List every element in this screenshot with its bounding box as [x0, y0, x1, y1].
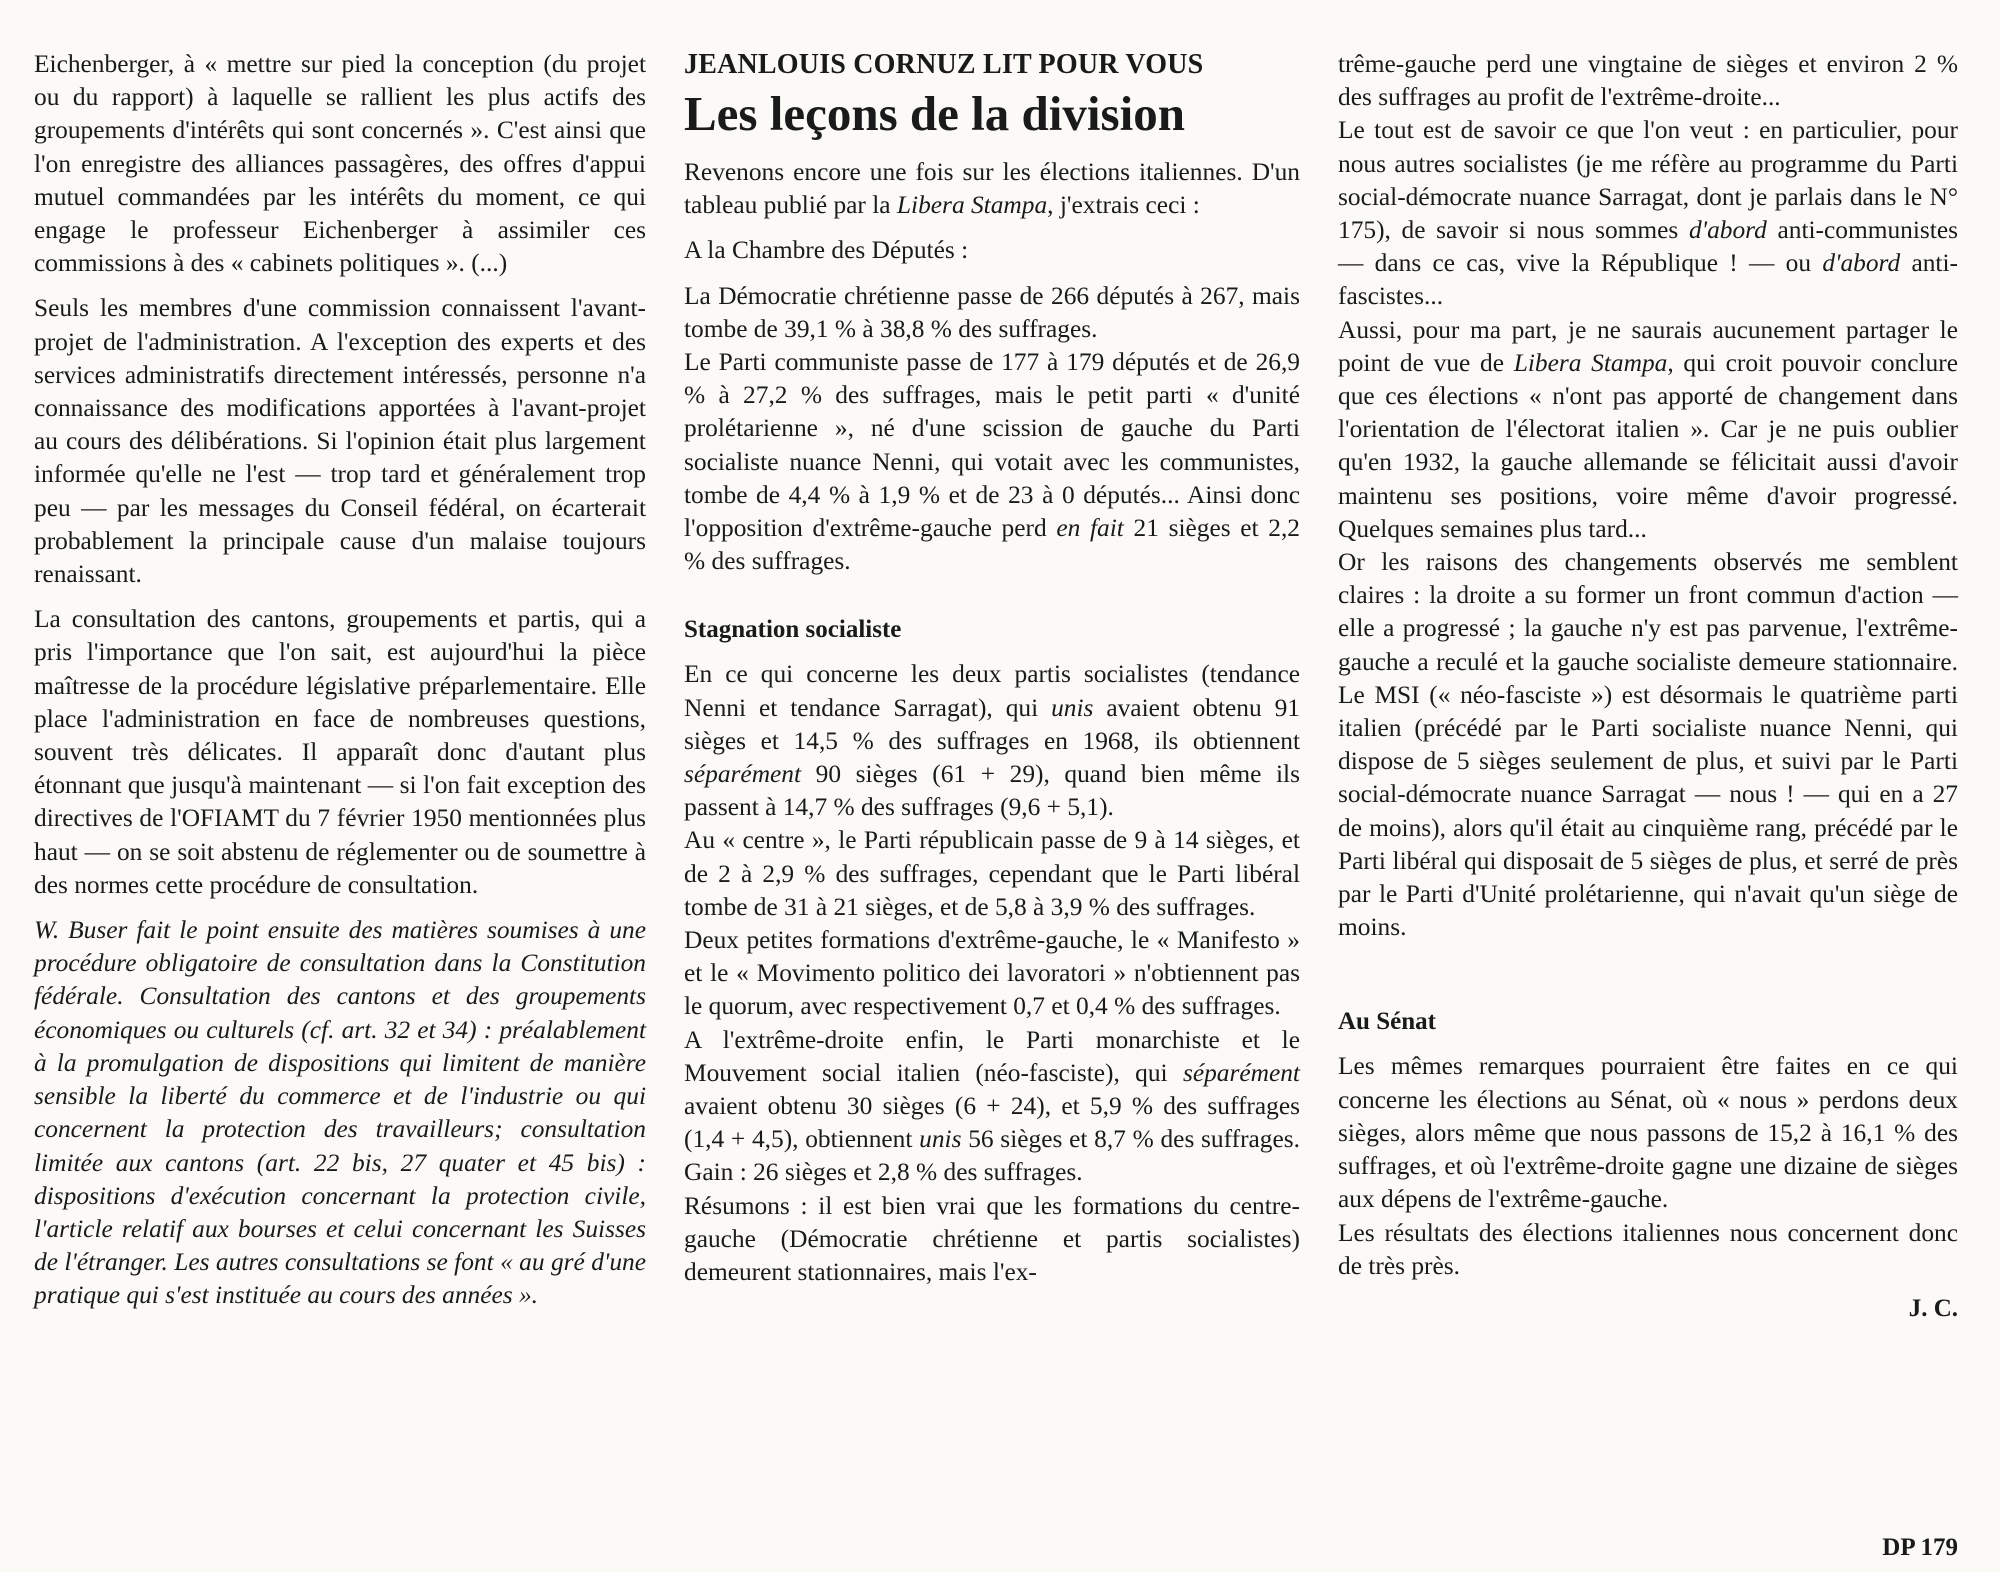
paragraph: Les résultats des élections italiennes nous concernent donc de très près. [1338, 1218, 1958, 1280]
italic-text: Libera Stampa [1513, 348, 1668, 377]
paragraph [1338, 114, 1958, 313]
paragraph: Résumons : il est bien vrai que les formations du centre-gauche (Démocratie chrétienne et partis socialistes) demeurent stationnaires, mais l'ex- [684, 1191, 1300, 1287]
paragraph: Seuls les membres d'une commission connaissent l'avant-projet de l'administration. A l'exception des experts et des services administratifs directement intéressés, personne n'a connaissance des modifications apportées à l'avant-projet au cours des délibérations. Si l'opinion était plus largement informée qu'elle ne l'est — trop tard et généralement trop peu — par les messages du Conseil fédéral, on écarterait probablement la principale cause d'un malaise toujours renaissant. [34, 294, 646, 589]
italic-text: séparément [684, 760, 802, 789]
text: 56 sièges et 8,7 % des suffrages. Gain : 26 sièges et 2,8 % des suffrages. [684, 1125, 1300, 1187]
article-kicker: JEANLOUIS CORNUZ LIT POUR VOUS [684, 49, 1204, 80]
text: Le tout est de savoir ce que l'on veut : en particulier, pour nous autres socialistes (je me réfère au programme du Parti social-démocrate nuance Sarragat, dont je parlais dans le N° 175), de savoir si nous sommes [1338, 116, 1958, 245]
paragraph [684, 1024, 1300, 1190]
text: anti-fascistes... [1338, 249, 1958, 311]
paragraph: Eichenberger, à « mettre sur pied la conception (du projet ou du rapport) à laquelle se rallient les plus actifs des groupements d'intérêts qui sont concernés ». C'est ainsi que l'on enregistre des alliances passagères, des offres d'appui mutuel commandées par les intérêts du moment, ce qui engage le professeur Eichenberger à assimiler ces commissions à des « cabinets politiques ». (...) [34, 50, 646, 278]
italic-text: W. Buser fait le point ensuite des matières soumises à une procédure obligatoire de consultation dans la Constitution fédérale. Consultation des cantons et des groupements économiques ou culturels (cf. art. 32 et 34) : préalablement à la promulgation de dispositions qui limitent de manière sensible la liberté du commerce et de l'industrie ou qui concernent la protection des travailleurs; consultation limitée aux cantons (art. 22 bis, 27 quater et 45 bis) : dispositions d'exécution concernant la protection civile, l'article relatif aux bourses et celui concernant les Suisses de l'étranger. Les autres consultations se font « au gré d'une pratique qui s'est instituée au cours des années ». [34, 916, 646, 1310]
paragraph-italic [34, 914, 646, 1312]
paragraph [684, 658, 1300, 824]
paragraph: Au « centre », le Parti républicain passe de 9 à 14 sièges, et de 2 à 2,9 % des suffrages, cependant que le Parti libéral tombe de 31 à 21 sièges, et de 5,8 à 3,9 % des suffrages. [684, 826, 1300, 921]
italic-text: séparément [1182, 1058, 1300, 1087]
text: 90 sièges (61 + 29), quand bien même ils passent à 14,7 % des suffrages (9,6 + 5,1). [684, 760, 1300, 822]
paragraph [684, 156, 1300, 222]
section-subhead: Au Sénat [1338, 1008, 1436, 1036]
italic-text: d'abord [1688, 216, 1767, 245]
paragraph: La consultation des cantons, groupements et partis, qui a pris l'importance que l'on sait, est aujourd'hui la pièce maîtresse de la procédure législative préparlementaire. Elle place l'administration en face de nombreuses questions, souvent très délicates. Il apparaît donc d'autant plus étonnant que jusqu'à maintenant — si l'on fait exception des directives de l'OFIAMT du 7 février 1950 mentionnées plus haut — on se soit abstenu de réglementer ou de soumettre à des normes cette procédure de consultation. [34, 605, 646, 899]
text: Revenons encore une fois sur les élections italiennes. D'un tableau publié par la [684, 158, 1300, 220]
paragraph: A la Chambre des Députés : [684, 236, 969, 265]
text: A l'extrême-droite enfin, le Parti monarchiste et le Mouvement social italien (néo-fasciste), qui [684, 1025, 1300, 1087]
column-right [1338, 48, 1958, 1325]
author-signature: J. C. [1908, 1294, 1958, 1322]
text: Aussi, pour ma part, je ne saurais aucunement partager le point de vue de [1338, 315, 1958, 377]
italic-text: d'abord [1822, 249, 1901, 278]
page-folio: DP 179 [1882, 1534, 1958, 1561]
paragraph: La Démocratie chrétienne passe de 266 députés à 267, mais tombe de 39,1 % à 38,8 % des suffrages. [684, 281, 1300, 343]
text: , qui croit pouvoir conclure que ces élections « n'ont pas apporté de changement dans l'orientation de l'électorat italien ». Car je ne puis oublier qu'en 1932, la gauche allemande se félicitait aussi d'avoir maintenu ses positions, voire même d'avoir progressé. Quelques semaines plus tard... [1338, 348, 1958, 543]
paragraph: trême-gauche perd une vingtaine de sièges et environ 2 % des suffrages au profit de l'extrême-droite... [1338, 50, 1958, 112]
paragraph: Les mêmes remarques pourraient être faites en ce qui concerne les élections au Sénat, où « nous » perdons deux sièges, alors même que nous passons de 15,2 à 16,1 % des suffrages, et où l'extrême-droite gagne une dizaine de sièges aux dépens de l'extrême-gauche. [1338, 1052, 1958, 1214]
paragraph [1338, 314, 1958, 546]
paragraph [684, 346, 1300, 578]
italic-text: unis [1051, 693, 1094, 722]
italic-text: Libera Stampa [896, 191, 1048, 220]
text: avaient obtenu 91 sièges et 14,5 % des suffrages en 1968, ils obtiennent [684, 693, 1300, 755]
paragraph: Or les raisons des changements observés me semblent claires : la droite a su former un front commun d'action — elle a progressé ; la gauche n'y est pas parvenue, l'extrême-gauche a reculé et la gauche socialiste demeure stationnaire. Le MSI (« néo-fasciste ») est désormais le quatrième parti italien (précédé par le Parti socialiste nuance Nenni, qui dispose de 5 sièges seulement de plus, et suivi par le Parti social-démocrate nuance Sarragat — nous ! — qui en a 27 de moins), alors qu'il était au cinquième rang, précédé par le Parti libéral qui disposait de 5 sièges de plus, et serré de près par le Parti d'Unité prolétarienne, qui n'avait qu'un siège de moins. [1338, 548, 1958, 942]
text: anti-communistes — dans ce cas, vive la République ! — ou [1338, 216, 1959, 278]
text: Le Parti communiste passe de 177 à 179 députés et de 26,9 % à 27,2 % des suffrages, mais le petit parti « d'unité prolétarienne », né d'une scission de gauche du Parti socialiste nuance Nenni, qui votait avec les communistes, tombe de 4,4 % à 1,9 % et de 23 à 0 députés... Ainsi donc l'opposition d'extrême-gauche perd [684, 348, 1300, 543]
text: En ce qui concerne les deux partis socialistes (tendance Nenni et tendance Sarragat), qui [684, 660, 1300, 722]
column-middle [684, 48, 1300, 1289]
italic-text: en fait [1056, 514, 1124, 543]
column-left [34, 48, 646, 1313]
text: avaient obtenu 30 sièges (6 + 24), et 5,9 % des suffrages (1,4 + 4,5), obtiennent [684, 1092, 1300, 1154]
text: 21 sièges et 2,2 % des suffrages. [684, 514, 1301, 576]
text: , j'extrais ceci : [1047, 191, 1200, 220]
paragraph: Deux petites formations d'extrême-gauche, le « Manifesto » et le « Movimento politico dei lavoratori » n'obtiennent pas le quorum, avec respectivement 0,7 et 0,4 % des suffrages. [684, 926, 1300, 1021]
section-subhead: Stagnation socialiste [684, 616, 902, 644]
italic-text: unis [919, 1125, 962, 1154]
article-headline: Les leçons de la division [684, 86, 1185, 141]
